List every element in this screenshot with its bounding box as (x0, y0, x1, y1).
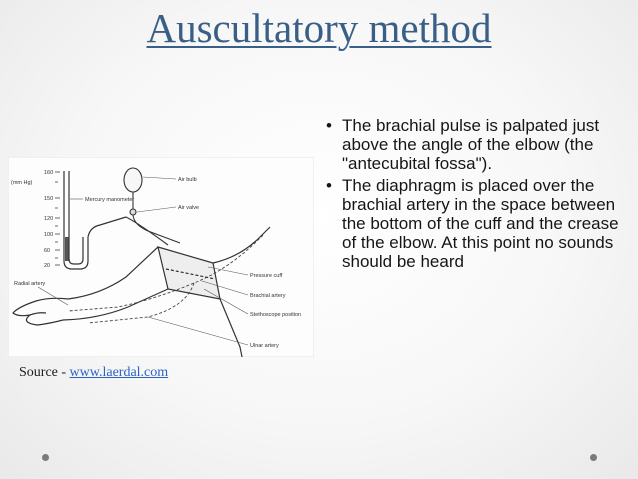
bullet-text: The brachial pulse is palpated just above the angle of the elbow (the "antecubital fossa"). (342, 116, 600, 173)
pressure-cuff-label: Pressure cuff (250, 273, 283, 279)
tick-label: 100 (44, 232, 54, 238)
bullet-list (323, 116, 623, 274)
air-valve-label: Air valve (178, 205, 200, 211)
stethoscope-position-label: Stethoscope position (250, 312, 302, 318)
tick-label: 160 (44, 170, 54, 176)
tick-label: 20 (44, 263, 51, 269)
bullet-dot-icon: • (326, 116, 332, 135)
source-caption (19, 365, 168, 381)
source-prefix: Source - (19, 365, 70, 380)
ulnar-artery-label: Ulnar artery (250, 343, 279, 349)
tick-label: 150 (44, 196, 54, 202)
tick-label: 120 (44, 216, 54, 222)
corner-dot-icon (590, 454, 597, 461)
bullet-text: The diaphragm is placed over the brachial artery in the space between the bottom of the cuff and the crease of the elbow. At this point no sounds should be heard (342, 176, 619, 271)
unit-label: (mm Hg) (11, 180, 33, 186)
blood-pressure-diagram (8, 157, 314, 357)
tick-label: 60 (44, 248, 51, 254)
slide-title-text: Auscultatory method (146, 5, 492, 51)
mercury-manometer-label: Mercury manometer (85, 197, 135, 203)
bullet-item (323, 176, 623, 271)
radial-artery-label: Radial artery (14, 281, 46, 287)
source-link[interactable]: www.laerdal.com (69, 365, 169, 380)
bullet-dot-icon: • (326, 176, 332, 195)
brachial-artery-label: Brachial artery (250, 293, 286, 299)
corner-dot-icon (42, 454, 49, 461)
mercury-column (65, 237, 69, 261)
bullet-item (323, 116, 623, 173)
slide-title (0, 4, 638, 52)
air-bulb-label: Air bulb (178, 177, 197, 183)
